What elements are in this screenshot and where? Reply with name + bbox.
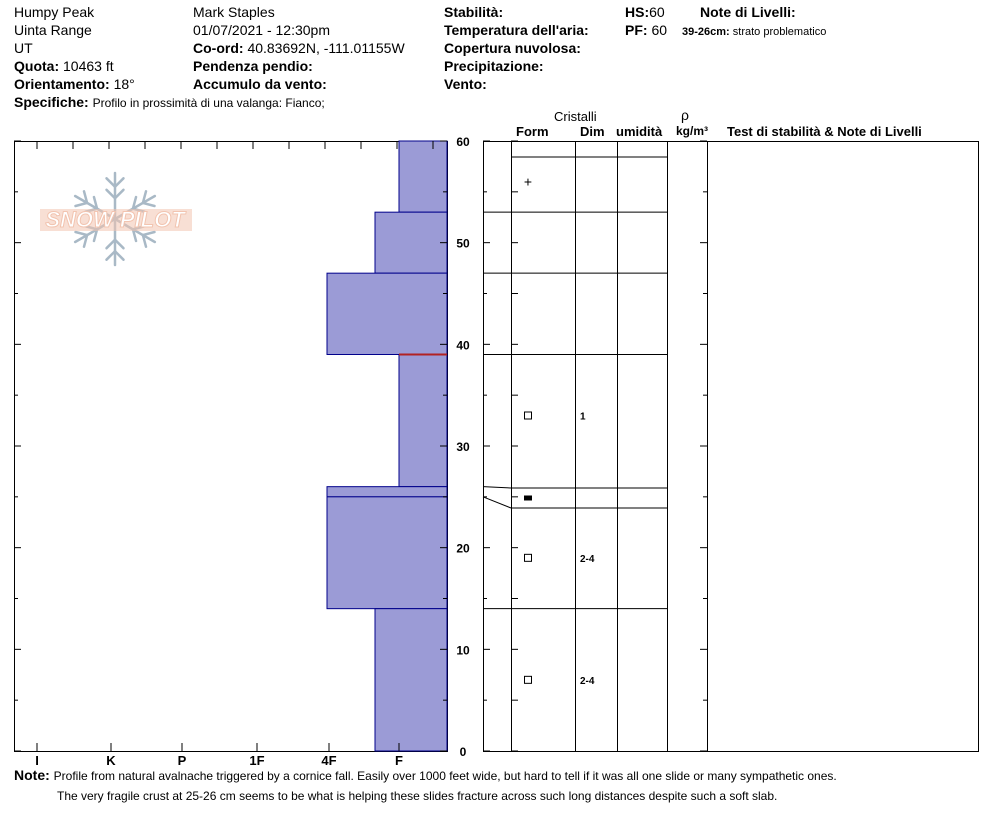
pf <box>625 22 667 38</box>
hardness-tick-label: F <box>395 753 403 768</box>
hardness-bar <box>327 487 447 497</box>
layer-note-depth: 39-26cm: <box>682 26 730 38</box>
layer-boundary-connector <box>483 487 511 488</box>
hs <box>625 4 665 20</box>
snowflake-branch <box>76 232 88 235</box>
hardness-tick-label: 1F <box>249 753 265 768</box>
hs-value: 60 <box>649 4 665 20</box>
y-tick-label: 40 <box>456 338 470 353</box>
density-symbol: ρ <box>681 107 689 123</box>
range: Uinta Range <box>14 22 92 38</box>
state: UT <box>14 40 33 56</box>
snowflake-branch <box>107 190 115 198</box>
hardness-tick-label: I <box>35 753 39 768</box>
hardness-bar <box>327 273 447 354</box>
snowflake-branch <box>143 232 155 235</box>
crystal-form-symbol <box>525 676 532 683</box>
precip-label: Precipitazione: <box>444 58 544 74</box>
hardness-tick-label: K <box>106 753 116 768</box>
y-tick-label: 60 <box>456 135 470 149</box>
pf-label: PF: <box>625 22 648 38</box>
crystal-size: 1 <box>580 411 586 423</box>
air-temp-label: Temperatura dell'aria: <box>444 22 589 38</box>
location: Humpy Peak <box>14 4 95 20</box>
crystal-form-symbol: + <box>523 173 533 190</box>
crystal-form-symbol <box>525 554 532 561</box>
observer: Mark Staples <box>193 4 275 20</box>
hs-label: HS: <box>625 4 650 20</box>
aspect <box>14 76 135 92</box>
y-tick-label: 10 <box>456 643 470 658</box>
wind-loading-label: Accumulo da vento: <box>193 76 327 92</box>
notes-text-1: Profile from natural avalnache triggered by a cornice fall. Easily over 1000 feet wide, but hard to tell if it was all one slide or many sympathetic ones. <box>53 769 837 783</box>
crystal-form-symbol <box>525 412 532 419</box>
layer-note <box>682 24 826 40</box>
density-unit: kg/m³ <box>676 124 709 138</box>
y-tick-label: 20 <box>456 541 470 556</box>
hardness-bar <box>399 141 447 212</box>
layer-boundary-connector <box>483 497 511 508</box>
snowpilot-logo <box>40 173 192 265</box>
snowflake-branch <box>115 178 123 186</box>
pf-value: 60 <box>651 22 668 38</box>
snowflake-branch <box>115 251 123 259</box>
coord-value: 40.83692N, -111.01155W <box>247 40 405 56</box>
coordinates <box>193 40 405 56</box>
snowflake-branch <box>115 240 123 248</box>
notes-line1 <box>14 767 837 784</box>
crystal-size: 2-4 <box>580 675 595 687</box>
datetime: 01/07/2021 - 12:30pm <box>193 22 330 38</box>
snowflake-branch <box>143 203 155 206</box>
hardness-tick-label: P <box>177 753 187 768</box>
tests-header: Test di stabilità & Note di Livelli <box>727 124 922 139</box>
crystal-form-symbol <box>524 496 532 501</box>
snowflake-branch <box>76 203 88 206</box>
aspect-value: 18° <box>113 76 135 92</box>
elevation-label: Quota: <box>14 58 60 74</box>
layer-notes-label: Note di Livelli: <box>700 4 796 20</box>
hardness-bar <box>375 212 447 273</box>
stability-label: Stabilità: <box>444 4 504 20</box>
form-header: Form <box>516 124 549 139</box>
snowflake-branch <box>107 178 115 186</box>
y-tick-label: 0 <box>459 745 467 759</box>
crystal-size: 2-4 <box>580 553 595 565</box>
slope-label: Pendenza pendio: <box>193 58 313 74</box>
y-tick-label: 30 <box>456 440 470 454</box>
specifics <box>14 94 325 111</box>
y-tick-label: 50 <box>456 236 470 251</box>
moisture-header: umidità <box>616 124 663 139</box>
elevation <box>14 58 114 74</box>
elevation-value: 10463 ft <box>63 58 114 74</box>
wind-label: Vento: <box>444 76 487 92</box>
notes-line2: The very fragile crust at 25-26 cm seems to be what is helping these slides fracture across such long distances despite such a soft slab. <box>57 789 778 803</box>
snowflake-branch <box>107 251 115 259</box>
specifics-value: Profilo in prossimità di una valanga: Fianco; <box>92 96 325 110</box>
hardness-bar <box>375 609 447 751</box>
layer-note-text: strato problematico <box>732 26 827 38</box>
sky-label: Copertura nuvolosa: <box>444 40 581 56</box>
logo-text: SNOW PILOT <box>45 207 185 232</box>
specifics-label: Specifiche: <box>14 94 89 110</box>
size-header: Dim <box>580 124 605 139</box>
aspect-label: Orientamento: <box>14 76 110 92</box>
hardness-bar <box>399 355 447 487</box>
notes-label: Note: <box>14 767 50 783</box>
hardness-bar <box>327 497 447 609</box>
crystals-header: Cristalli <box>554 109 597 124</box>
coord-label: Co-ord: <box>193 40 244 56</box>
hardness-tick-label: 4F <box>321 753 337 768</box>
snowflake-branch <box>107 240 115 248</box>
snowflake-branch <box>115 190 123 198</box>
layer-table-frame <box>484 142 979 752</box>
